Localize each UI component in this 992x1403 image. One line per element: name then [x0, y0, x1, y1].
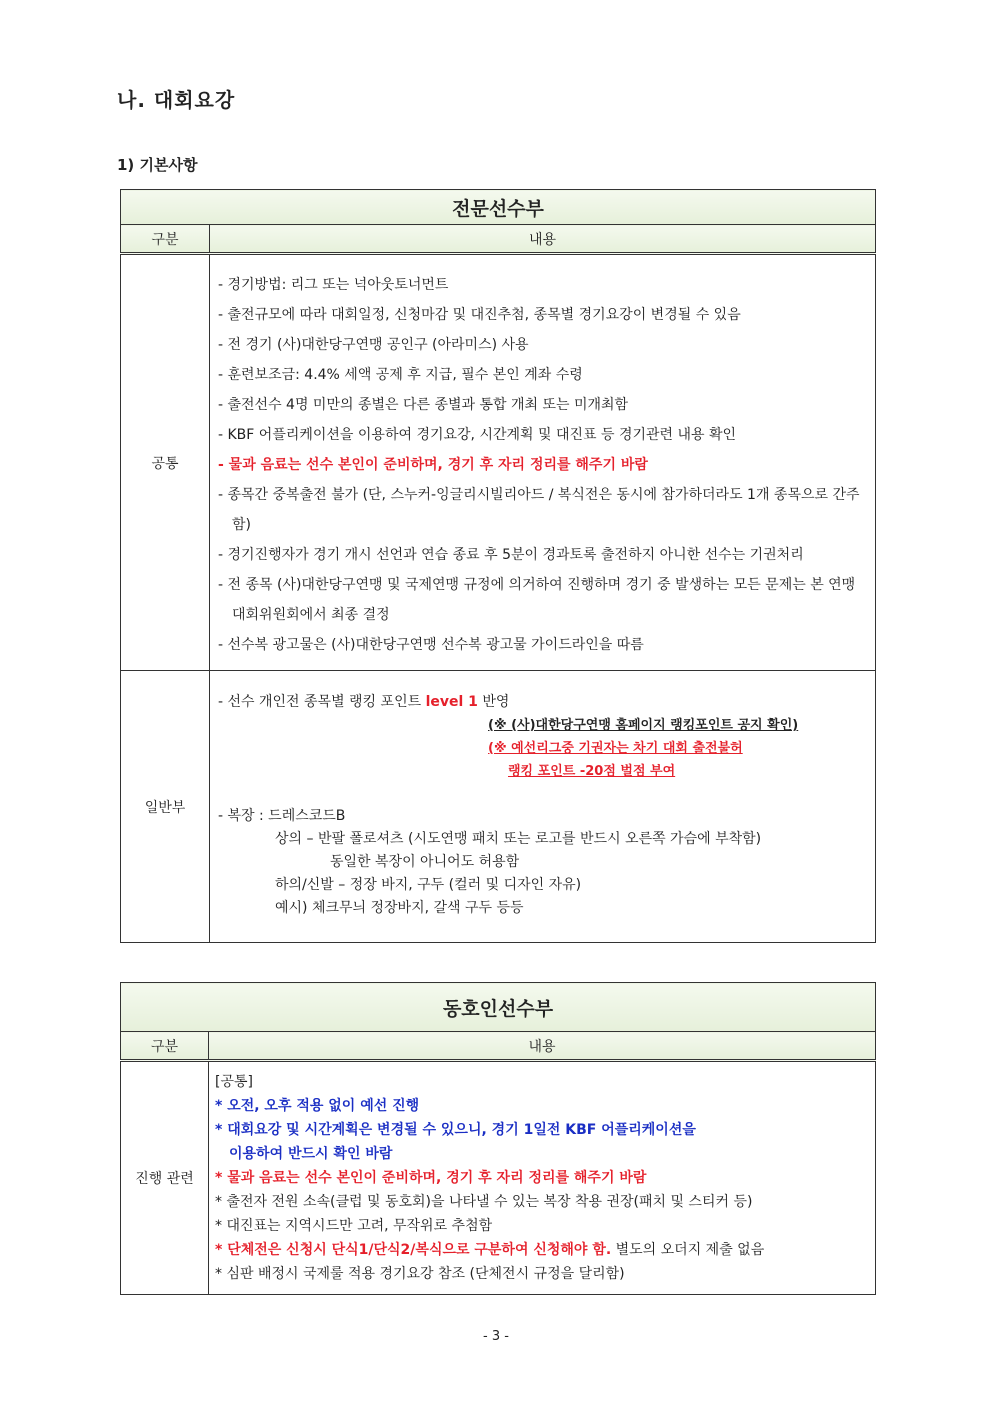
pro-title: 전문선수부 [121, 190, 876, 225]
dress-code-title: - 복장 : 드레스코드B [218, 808, 346, 824]
common-label: 공통 [121, 254, 210, 671]
common-item: - 경기진행자가 경기 개시 선언과 연습 종료 후 5분이 경과토록 출전하지 아니한 선수는 기권처리 [218, 547, 804, 563]
progress-content [209, 1061, 876, 1295]
common-item: - 출전선수 4명 미만의 종별은 다른 종별과 통합 개최 또는 미개최함 [218, 397, 629, 413]
dress-top: 상의 – 반팔 폴로셔츠 (시도연맹 패치 또는 로고를 반드시 오른쪽 가슴에 부착함) [275, 831, 762, 847]
hobby-line-5: * 대진표는 지역시드만 고려, 무작위로 추첨함 [215, 1218, 493, 1234]
hobby-line-3: * 물과 음료는 선수 본인이 준비하며, 경기 후 자리 정리를 해주기 바람 [215, 1170, 647, 1186]
hobby-line-6 [215, 1238, 869, 1262]
dress-bottom: 하의/신발 – 정장 바지, 구두 (컬러 및 디자인 자유) [275, 877, 582, 893]
general-label: 일반부 [121, 671, 210, 943]
sub-heading: 1) 기본사항 [117, 156, 198, 174]
ranking-note-forfeit: (※ 예선리그중 기권자는 차기 대회 출전불허 [488, 741, 743, 756]
common-item-highlight: - 물과 음료는 선수 본인이 준비하며, 경기 후 자리 정리를 해주기 바람 [218, 457, 648, 473]
common-item: - 경기방법: 리그 또는 넉아웃토너먼트 [218, 277, 449, 293]
ranking-prefix: - 선수 개인전 종목별 랭킹 포인트 [218, 694, 422, 710]
hobby-line-2: * 대회요강 및 시간계획은 변경될 수 있으니, 경기 1일전 KBF 어플리케이션을 [215, 1122, 696, 1138]
hobby-line-6-highlight: * 단체전은 신청시 단식1/단식2/복식으로 구분하여 신청해야 함. [215, 1242, 612, 1258]
hobby-line-7: * 심판 배정시 국제룰 적용 경기요강 참조 (단체전시 규정을 달리함) [215, 1266, 625, 1282]
common-item: - 종목간 중복출전 불가 (단, 스누커-잉글리시빌리아드 / 복식전은 동시에 참가하더라도 1개 종목으로 간주함) [218, 487, 860, 533]
ranking-note-homepage: (※ (사)대한당구연맹 홈페이지 랭킹포인트 공지 확인) [488, 718, 799, 733]
ranking-note-penalty: 랭킹 포인트 -20점 벌점 부여 [508, 764, 676, 779]
common-item: - 선수복 광고물은 (사)대한당구연맹 선수복 광고물 가이드라인을 따름 [218, 637, 644, 653]
pro-division-table [120, 189, 876, 943]
pro-col-content: 내용 [210, 225, 876, 254]
ranking-level: level 1 [425, 694, 478, 710]
hobby-line-2-cont: 이용하여 반드시 확인 바람 [229, 1146, 393, 1162]
hobby-col-content: 내용 [209, 1032, 876, 1061]
hobby-line-1: * 오전, 오후 적용 없이 예선 진행 [215, 1098, 420, 1114]
common-item: - 전 경기 (사)대한당구연맹 공인구 (아라미스) 사용 [218, 337, 529, 353]
common-item: - 출전규모에 따라 대회일정, 신청마감 및 대진추첨, 종목별 경기요강이 변경될 수 있음 [218, 307, 741, 323]
hobby-line-4: * 출전자 전원 소속(클럽 및 동호회)을 나타낼 수 있는 복장 착용 권장(패치 및 스티커 등) [215, 1194, 753, 1210]
common-tag: [공통] [215, 1074, 253, 1090]
ranking-line [218, 691, 867, 714]
hobby-title: 동호인선수부 [121, 983, 876, 1032]
hobby-col-category: 구분 [121, 1032, 209, 1061]
dress-example: 예시) 체크무늬 정장바지, 갈색 구두 등등 [275, 900, 524, 916]
hobby-line-6-rest: 별도의 오더지 제출 없음 [615, 1242, 765, 1258]
progress-label: 진행 관련 [121, 1061, 209, 1295]
general-content [210, 671, 876, 943]
page-number: - 3 - [483, 1329, 509, 1344]
common-item: - 전 종목 (사)대한당구연맹 및 국제연맹 규정에 의거하여 진행하며 경기 중 발생하는 모든 문제는 본 연맹 대회위원회에서 최종 결정 [218, 577, 856, 623]
hobby-division-table [120, 982, 876, 1295]
common-item: - 훈련보조금: 4.4% 세액 공제 후 지급, 필수 본인 계좌 수령 [218, 367, 583, 383]
pro-col-category: 구분 [121, 225, 210, 254]
common-content [210, 254, 876, 671]
common-item: - KBF 어플리케이션을 이용하여 경기요강, 시간계획 및 대진표 등 경기관련 내용 확인 [218, 427, 737, 443]
dress-top-note: 동일한 복장이 아니어도 허용함 [330, 854, 520, 870]
ranking-suffix: 반영 [482, 694, 510, 710]
section-heading: 나. 대회요강 [117, 88, 236, 112]
